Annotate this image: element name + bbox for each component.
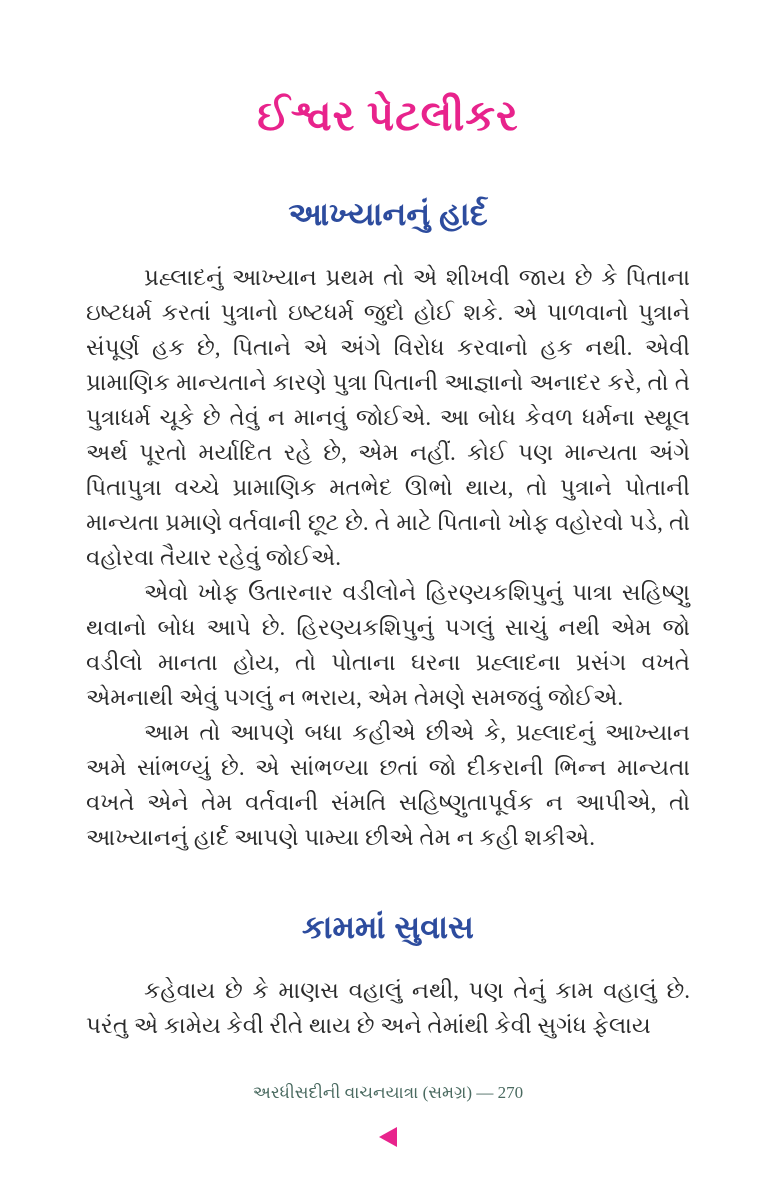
back-triangle-icon[interactable] [379,1127,397,1147]
footer-text: અરધીસદીની વાચનયાત્રા (સમગ્ર) — 270 [252,1083,524,1103]
sections-container [86,196,690,1043]
author-title: ઈશ્વર પેટલીકર [257,94,519,140]
page-footer [0,1083,776,1103]
nav-row [0,1127,776,1147]
body-paragraph: કહેવાય છે કે માણસ વહાલું નથી, પણ તેનું કામ વહાલું છે. પરંતુ એ કામેય કેવી રીતે થાય છે અને તેમાંથી કેવી સુગંધ ફેલાય [86,978,690,1039]
body-paragraph: આમ તો આપણે બધા કહીએ છીએ કે, પ્રહ્લાદનું આખ્યાન અમે સાંભળ્યું છે. એ સાંભળ્યા છતાં જો દીકરાની ભિન્ન માન્યતા વખતે એને તેમ વર્તવાની સંમતિ સહિષ્ણુતાપૂર્વક ન આપીએ, તો આખ્યાનનું હાર્દ આપણે પામ્યા છીએ તેમ ન કહી શકીએ. [86,720,690,851]
section-heading: આખ્યાનનું હાર્દ [288,196,488,233]
body-paragraph: પ્રહ્લાદનું આખ્યાન પ્રથમ તો એ શીખવી જાય છે કે પિતાના ઇષ્ટધર્મ કરતાં પુત્રાનો ઇષ્ટધર્મ જુદો હોઈ શકે. એ પાળવાનો પુત્રાને સંપૂર્ણ હક છે, પિતાને એ અંગે વિરોધ કરવાનો હક નથી. એવી પ્રામાણિક માન્યતાને કારણે પુત્રા પિતાની આજ્ઞાનો અનાદર કરે, તો તે પુત્રાધર્મ ચૂકે છે તેવું ન માનવું જોઈએ. આ બોધ કેવળ ધર્મના સ્થૂલ અર્થ પૂરતો મર્યાદિત રહે છે, એમ નહીં. કોઈ પણ માન્યતા અંગે પિતાપુત્રા વચ્ચે પ્રામાણિક મતભેદ ઊભો થાય, તો પુત્રાને પોતાની માન્યતા પ્રમાણે વર્તવાની છૂટ છે. તે માટે પિતાનો ખોફ વહોરવો પડે, તો વહોરવા તૈયાર રહેવું જોઈએ. [86,265,690,571]
section-heading: કામમાં સુવાસ [302,909,474,946]
body-paragraph: એવો ખોફ ઉતારનાર વડીલોને હિરણ્યકશિપુનું પાત્રા સહિષ્ણુ થવાનો બોધ આપે છે. હિરણ્યકશિપુનું પગલું સાચું નથી એમ જો વડીલો માનતા હોય, તો પોતાના ઘરના પ્રહ્લાદના પ્રસંગ વખતે એમનાથી એવું પગલું ન ભરાય, એમ તેમણે સમજવું જોઈએ. [86,580,690,711]
